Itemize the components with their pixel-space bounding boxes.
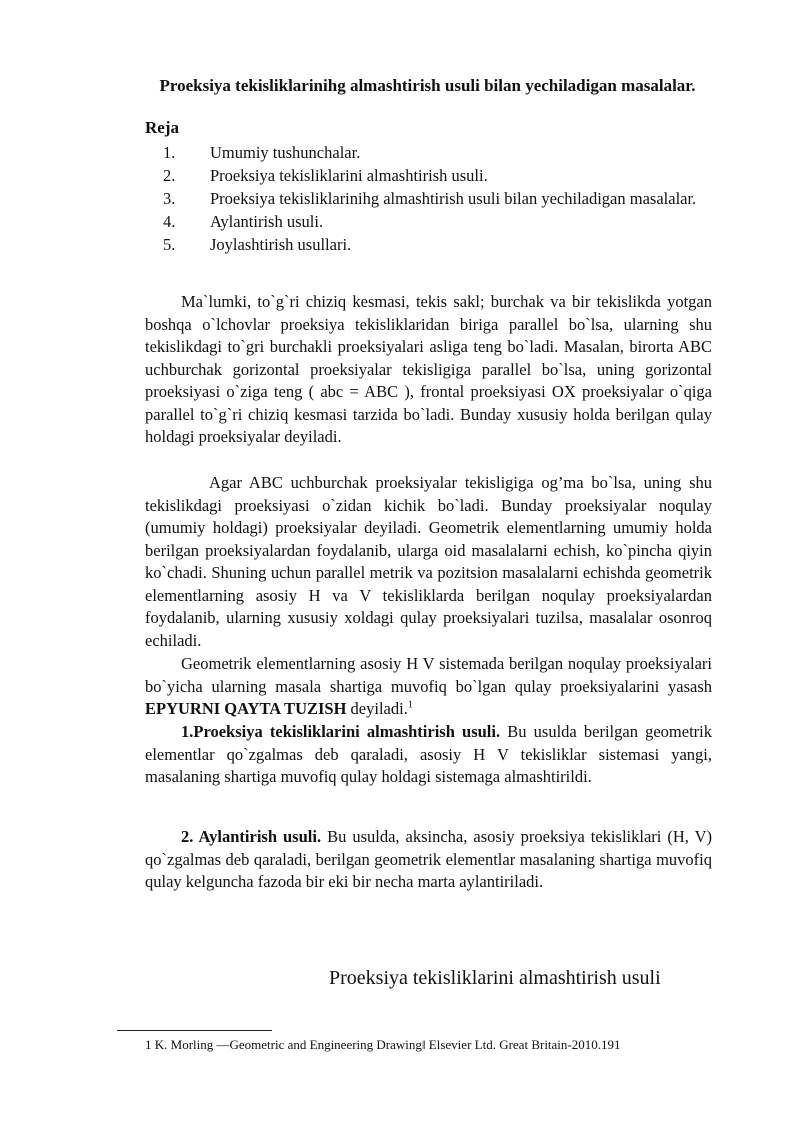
plan-item — [163, 210, 713, 233]
method-2-heading: 2. Aylantirish usuli. — [181, 827, 322, 846]
epyur-term: EPYURNI QAYTA TUZISH — [145, 699, 347, 718]
plan-item — [163, 187, 713, 210]
paragraph-epyur-end: deyiladi. — [346, 699, 408, 718]
plan-item — [163, 164, 713, 187]
plan-item-number: 1. — [163, 143, 176, 162]
method-1-text: Bu usulda berilgan geometrik elementlar qo`zgalmas deb qaraladi, asosiy H V tekisliklar sistemasi yangi, masalaning shartiga muvofiq qulay holdagi sistemaga almashtirildi. — [145, 722, 712, 786]
method-1-heading: 1.Proeksiya tekisliklarini almashtirish usuli. — [181, 722, 501, 741]
paragraph-oblique-text: Agar ABC uchburchak proeksiyalar tekisligiga og’ma bo`lsa, uning shu tekislikdagi proeksiyasi o`zidan kichik bo`ladi. Bunday proeksiyalar noqulay (umumiy holdagi) proeksiyalar deyiladi. Geometrik elementlarning umumiy holda berilgan proeksiyalardan foydalanib, ularga oid masalalarni echish, ko`pincha qiyin ko`chadi. Shuning uchun parallel metrik va pozitsion masalalarni echishda geometrik elementlarning asosiy H va V tekisliklarda berilgan noqulay proeksiyalardan foydalanib, ularning xususiy xoldagi qulay proeksiyalari tuzilsa, masalalar osonroq echiladi. — [145, 473, 712, 650]
paragraph-method-1 — [145, 721, 712, 789]
plan-item — [163, 141, 713, 164]
plan-item-text: Joylashtirish usullari. — [210, 235, 352, 254]
paragraph-epyur-text: Geometrik elementlarning asosiy H V sistemada berilgan noqulay proeksiyalari bo`yicha ularning masala shartiga muvofiq bo`lgan qulay proeksiyalarini yasash — [145, 654, 712, 696]
plan-item-number: 5. — [163, 235, 176, 254]
plan-list — [163, 141, 713, 256]
method-2-text: Bu usulda, aksincha, asosiy proeksiya tekisliklari (H, V) qo`zgalmas deb qaraladi, berilgan geometrik elementlar masalaning shartiga muvofiq qulay kelguncha fazoda bir eki bir necha marta aylantiriladi. — [145, 827, 712, 891]
footnote: 1 K. Morling —Geometric and Engineering Drawing‖ Elsevier Ltd. Great Britain-2010.191 — [145, 1037, 621, 1052]
plan-item — [163, 233, 713, 256]
footnote-marker: 1 — [407, 699, 413, 711]
plan-heading: Reja — [145, 118, 179, 137]
footnote-divider — [117, 1030, 272, 1031]
paragraph-epyur — [145, 653, 712, 721]
plan-item-text: Proeksiya tekisliklarini almashtirish usuli. — [210, 166, 488, 185]
document-title: Proeksiya tekisliklarinihg almashtirish usuli bilan yechiladigan masalalar. — [159, 76, 696, 95]
plan-item-number: 2. — [163, 166, 176, 185]
section-title: Proeksiya tekisliklarini almashtirish usuli — [329, 967, 661, 989]
plan-item-text: Proeksiya tekisliklarinihg almashtirish usuli bilan yechiladigan masalalar. — [210, 189, 697, 208]
paragraph-oblique — [145, 472, 712, 652]
paragraph-intro — [145, 291, 712, 449]
plan-item-number: 4. — [163, 212, 176, 231]
plan-item-text: Aylantirish usuli. — [210, 212, 324, 231]
plan-item-number: 3. — [163, 189, 176, 208]
paragraph-method-2 — [145, 826, 712, 894]
paragraph-intro-text: Ma`lumki, to`g`ri chiziq kesmasi, tekis sakl; burchak va bir tekislikda yotgan boshqa o`lchovlar proeksiya tekisliklaridan biriga parallel bo`lsa, ularning shu tekislikdagi to`gri burchakli proeksiyalari asliga teng bo`ladi. Masalan, birorta ABC uchburchak gorizontal proeksiyalar tekisligiga parallel bo`lsa, uning gorizontal proeksiyasi o`ziga teng ( abc = ABC ), frontal proeksiyasi OX proeksiyalar o`qiga parallel to`g`ri chiziq kesmasi tarzida bo`ladi. Bunday xususiy holda berilgan qulay holdagi proeksiyalar deyiladi. — [145, 292, 712, 446]
plan-item-text: Umumiy tushunchalar. — [210, 143, 361, 162]
